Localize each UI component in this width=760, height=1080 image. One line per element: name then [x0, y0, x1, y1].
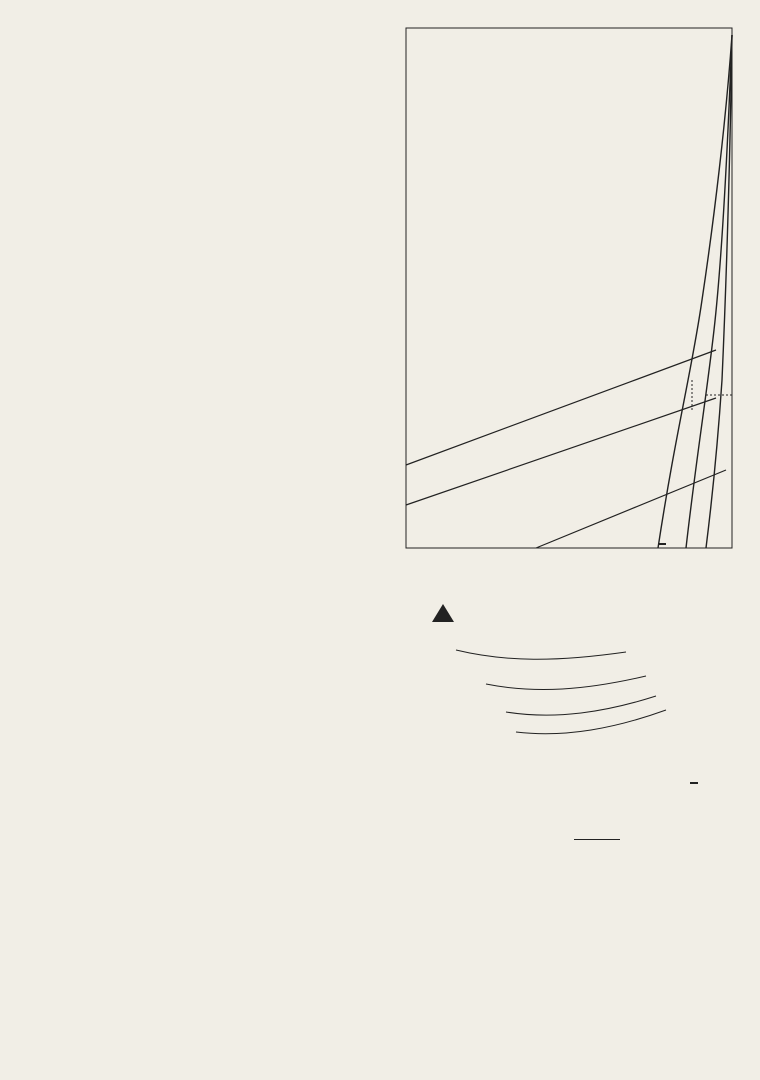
figure-2: [396, 0, 760, 570]
figure-3-curve-1: [456, 650, 626, 659]
figure-2-line-a: [406, 350, 716, 465]
figure-3: [396, 592, 760, 802]
figure-2-line-c: [536, 470, 726, 548]
figure-2-curve-3: [706, 35, 732, 548]
figure-2-frame: [406, 28, 732, 548]
formula: [396, 822, 760, 856]
figure-3-hatched-region: [432, 604, 454, 622]
right-column: [396, 0, 760, 856]
figure-2-line-b: [406, 398, 716, 505]
figure-3-curve-3: [506, 696, 656, 715]
figure-3-standard-tag: [690, 782, 698, 784]
left-column: [4, 0, 384, 30]
figure-3-curve-4: [516, 710, 666, 734]
figure-3-curve-2: [486, 676, 646, 690]
figure-2-standard-tag: [658, 543, 666, 545]
formula-fraction-bar: [574, 839, 620, 840]
figure-3-chart: [396, 592, 760, 802]
figure-2-chart: [396, 0, 760, 570]
